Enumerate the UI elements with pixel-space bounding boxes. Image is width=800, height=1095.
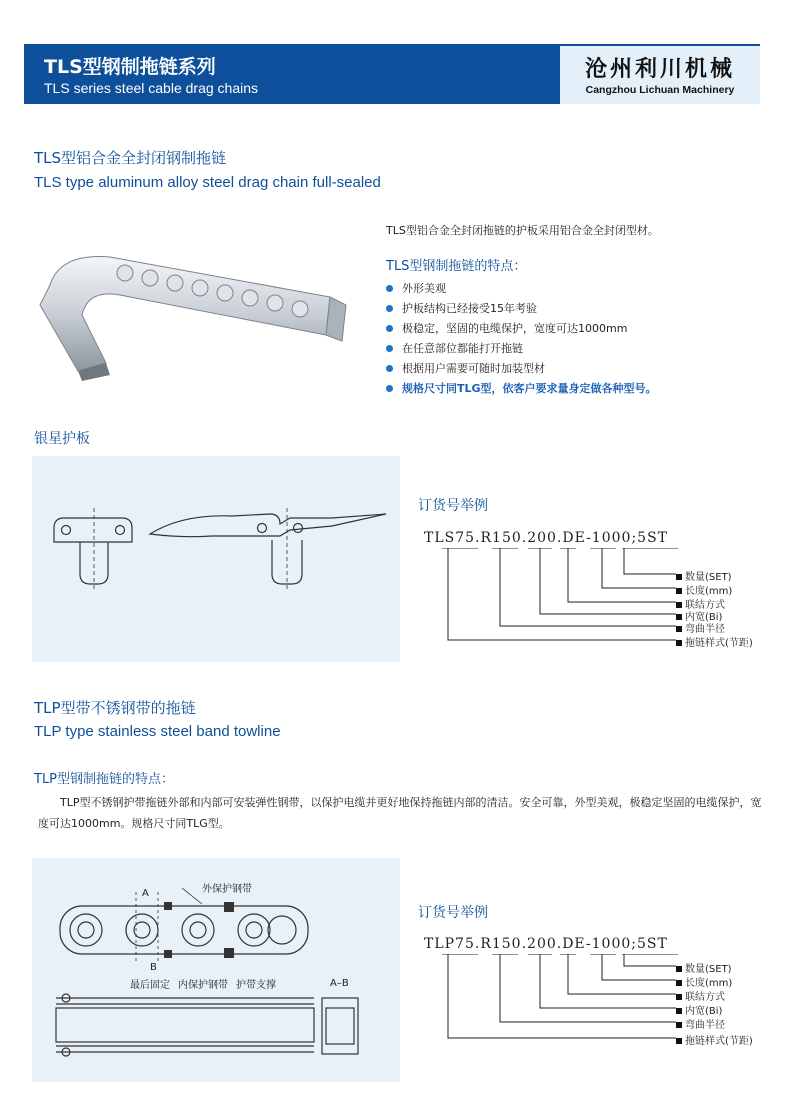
- diagram-label-inner-band: 内保护钢带: [178, 980, 228, 991]
- order-label-connection: 联结方式: [676, 596, 725, 611]
- bullet-icon: [386, 305, 393, 312]
- tlp-title-cn: TLP型带不锈钢带的拖链: [34, 699, 196, 717]
- header-title-cn: TLS型钢制拖链系列: [44, 56, 216, 78]
- diagram-label-b: B: [150, 962, 157, 973]
- diagram-label-ab: A–B: [330, 978, 349, 989]
- order-label-qty: 数量(SET): [676, 568, 732, 583]
- list-item: 规格尺寸同TLG型，依客户要求量身定做各种型号。: [386, 379, 657, 399]
- diagram-label-a: A: [142, 888, 149, 899]
- tlp-features-title: TLP型钢制拖链的特点：: [34, 772, 175, 787]
- diagram-label-outer-band: 外保护钢带: [202, 884, 252, 895]
- silver-guard-diagram: [32, 456, 400, 662]
- bullet-icon: [386, 325, 393, 332]
- order-label-radius: 弯曲半径: [676, 620, 725, 635]
- list-item: 极稳定，坚固的电缆保护，宽度可达1000mm: [386, 319, 657, 339]
- header-banner: [24, 44, 560, 104]
- bullet-icon: [386, 285, 393, 292]
- header-title-en: TLS series steel cable drag chains: [44, 80, 258, 96]
- tlp-order-title: 订货号举例: [418, 905, 488, 921]
- tls-features-list: [386, 279, 657, 399]
- list-item: 在任意部位都能打开拖链: [386, 339, 657, 359]
- bullet-icon: [386, 365, 393, 372]
- brand-name-en: Cangzhou Lichuan Machinery: [585, 84, 735, 96]
- tls-title-cn: TLS型铝合金全封闭钢制拖链: [34, 149, 227, 167]
- order-label-radius: 弯曲半径: [676, 1016, 725, 1031]
- brand-name-cn: 沧州利川机械: [584, 57, 735, 82]
- list-item: 外形美观: [386, 279, 657, 299]
- silver-order-code: TLS75.R150.200.DE-1000;5ST: [424, 530, 668, 546]
- silver-order-leaders: [440, 548, 680, 648]
- bullet-icon: [386, 345, 393, 352]
- order-label-length: 长度(mm): [676, 582, 732, 597]
- order-label-width: 内宽(Bi): [676, 608, 722, 623]
- diagram-label-last-fix: 最后固定: [130, 980, 170, 991]
- tlp-order-code: TLP75.R150.200.DE-1000;5ST: [424, 936, 668, 952]
- list-item: 根据用户需要可随时加装型材: [386, 359, 657, 379]
- silver-order-title: 订货号举例: [418, 498, 488, 514]
- tlp-order-leaders: [440, 954, 680, 1054]
- silver-diagram-panel: [32, 456, 400, 662]
- tlp-title-en: TLP type stainless steel band towline: [34, 723, 281, 740]
- order-label-pitch: 拖链样式(节距): [676, 634, 753, 649]
- tls-intro: TLS型铝合金全封闭拖链的护板采用铝合金全封闭型材。: [386, 224, 659, 237]
- diagram-label-support: 护带支撑: [236, 980, 276, 991]
- tlp-diagram-panel: [32, 858, 400, 1082]
- order-label-length: 长度(mm): [676, 974, 732, 989]
- order-label-width: 内宽(Bi): [676, 1002, 722, 1017]
- list-item: 护板结构已经接受15年考验: [386, 299, 657, 319]
- silver-title: 银星护板: [34, 431, 90, 447]
- order-label-pitch: 拖链样式(节距): [676, 1032, 753, 1047]
- order-label-connection: 联结方式: [676, 988, 725, 1003]
- order-label-qty: 数量(SET): [676, 960, 732, 975]
- tls-title-en: TLS type aluminum alloy steel drag chain full-sealed: [34, 174, 381, 191]
- drag-chain-photo: [30, 245, 360, 385]
- bullet-icon: [386, 385, 393, 392]
- tls-features-title: TLS型钢制拖链的特点：: [386, 259, 527, 274]
- brand-box: [560, 44, 760, 104]
- tlp-description: TLP型不锈钢护带拖链外部和内部可安装弹性钢带，以保护电缆并更好地保持拖链内部的清洁。安全可靠，外型美观，极稳定坚固的电缆保护，宽度可达1000mm。规格尺寸同TLG型。: [38, 796, 762, 830]
